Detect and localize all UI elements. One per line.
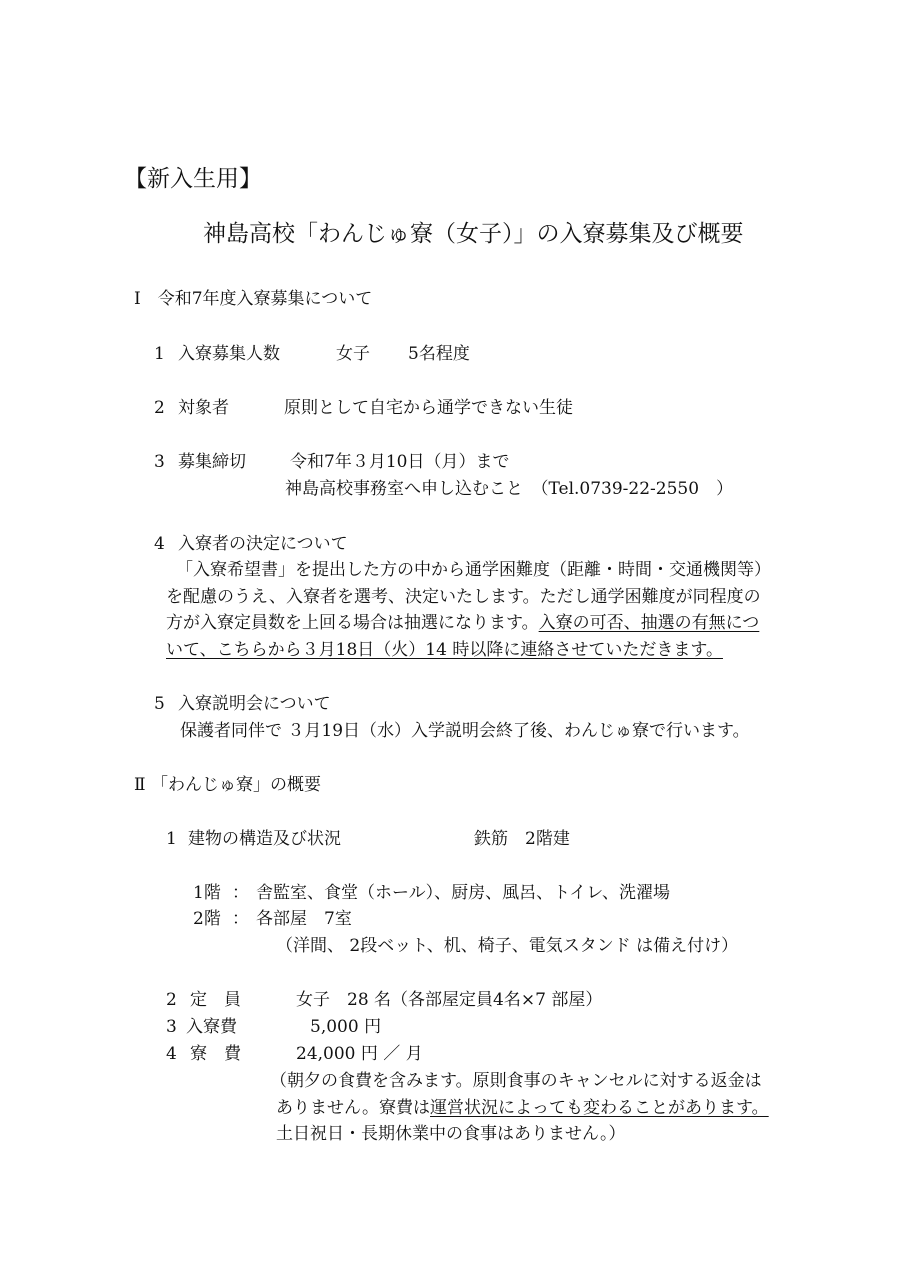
- section-2-heading: Ⅱ 「わんじゅ寮」の概要: [134, 775, 321, 795]
- floor-2-note: （洋間、 2段ベット、机、椅子、電気スタンド は備え付け）: [276, 936, 739, 956]
- deadline-text: 令和7年３月10日（月）まで: [290, 452, 510, 472]
- item-label: 募集締切: [178, 452, 246, 472]
- floor-1-label: 1階: [193, 883, 221, 903]
- note-text: ありません。寮費は: [276, 1098, 431, 1118]
- underlined-text: 入寮の可否、抽選の有無につ: [538, 613, 760, 633]
- section-1-heading: Ⅰ 令和7年度入寮募集について: [134, 289, 373, 309]
- item-number: 4: [166, 1044, 177, 1064]
- item-number: 5: [154, 694, 165, 714]
- item-number: 2: [166, 990, 177, 1010]
- underlined-text: 運営状況によっても変わることがあります。: [430, 1098, 769, 1118]
- item-value: 鉄筋 2階建: [474, 829, 570, 849]
- item-number: 2: [154, 398, 165, 418]
- item-value: 24,000 円 ／ 月: [296, 1044, 423, 1064]
- item-label: 建物の構造及び状況: [188, 829, 341, 849]
- paragraph-line: 保護者同伴で ３月19日（水）入学説明会終了後、わんじゅ寮で行います。: [180, 721, 750, 741]
- paragraph-text: 方が入寮定員数を上回る場合は抽選になります。: [166, 613, 539, 633]
- floor-2-value: 各部屋 7室: [256, 909, 352, 929]
- colon: ：: [232, 909, 249, 929]
- item-label: 入寮費: [186, 1017, 237, 1037]
- item-value: 女子 28 名（各部屋定員4名×7 部屋）: [296, 990, 603, 1010]
- item-label: 入寮説明会について: [178, 694, 331, 714]
- item-label: 寮 費: [190, 1044, 241, 1064]
- item-label: 入寮募集人数: [178, 344, 280, 364]
- underlined-line: いて、こちらから３月18日（火）14 時以降に連絡させていただきます。: [166, 640, 723, 660]
- colon: ：: [232, 883, 249, 903]
- document-title: 神島高校「わんじゅ寮（女子）」の入寮募集及び概要: [203, 221, 744, 247]
- item-value-count: 5名程度: [408, 344, 470, 364]
- item-value-gender: 女子: [336, 344, 370, 364]
- item-label: 定 員: [190, 990, 241, 1010]
- paragraph-line: [166, 615, 759, 632]
- item-value: 原則として自宅から通学できない生徒: [284, 398, 573, 418]
- note-line: 土日祝日・長期休業中の食事はありません。）: [276, 1124, 626, 1144]
- item-number: 1: [166, 829, 177, 849]
- item-number: 3: [154, 452, 165, 472]
- item-number: 4: [154, 534, 165, 554]
- item-label: 入寮者の決定について: [178, 534, 348, 554]
- contact-text: 神島高校事務室へ申し込むこと （Tel.0739-22-2550 ）: [285, 479, 734, 499]
- floor-1-value: 舎監室、食堂（ホール）、厨房、風呂、トイレ、洗濯場: [256, 883, 670, 903]
- item-number: 1: [154, 344, 165, 364]
- note-line: （朝夕の食費を含みます。原則食事のキャンセルに対する返金は: [270, 1071, 762, 1091]
- item-value: 5,000 円: [310, 1017, 382, 1037]
- note-line: [276, 1100, 769, 1117]
- paragraph-line: 「入寮希望書」を提出した方の中から通学困難度（距離・時間・交通機関等）: [176, 560, 771, 580]
- floor-2-label: 2階: [193, 909, 221, 929]
- item-label: 対象者: [178, 398, 229, 418]
- paragraph-line: を配慮のうえ、入寮者を選考、決定いたします。ただし通学困難度が同程度の: [166, 587, 761, 607]
- document-label: 【新入生用】: [124, 166, 262, 192]
- item-number: 3: [166, 1017, 177, 1037]
